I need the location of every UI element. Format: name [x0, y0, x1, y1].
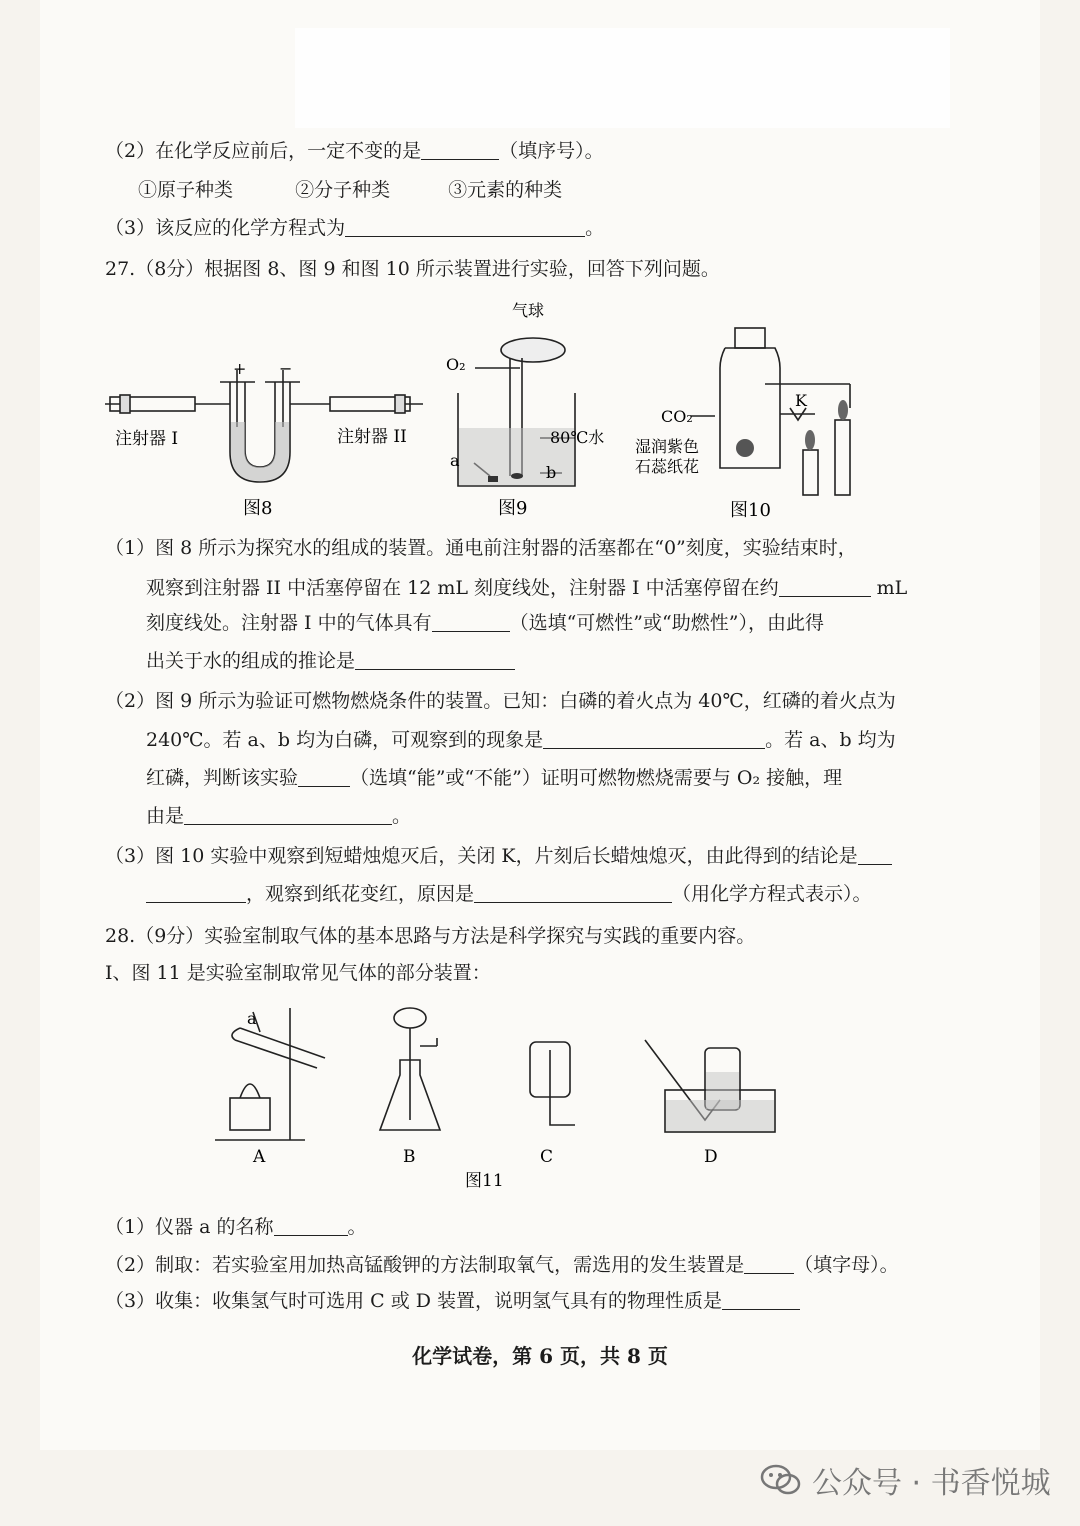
svg-text:湿润紫色: 湿润紫色 [635, 437, 700, 456]
q28-intro: Ⅰ、图 11 是实验室制取常见气体的部分装置： [105, 962, 491, 984]
q27-p2-line4: 由是 。 [146, 805, 412, 827]
q26-part2: （2）在化学反应前后，一定不变的是 （填序号）。 [105, 140, 604, 162]
answer-blank[interactable] [298, 766, 350, 787]
answer-blank[interactable] [543, 728, 765, 749]
q27-p1-line3: 刻度线处。注射器 I 中的气体具有 （选填“可燃性”或“助燃性”），由此得 [146, 612, 824, 634]
answer-blank[interactable] [779, 576, 871, 597]
svg-text:80℃水: 80℃水 [550, 428, 605, 447]
page-footer: 化学试卷，第 6 页，共 8 页 [412, 1344, 668, 1368]
svg-text:注射器 II: 注射器 II [337, 427, 407, 447]
svg-text:O₂: O₂ [446, 355, 466, 374]
short-candle [803, 450, 818, 495]
q28-title: 28.（9分）实验室制取气体的基本思路与方法是科学探究与实践的重要内容。 [105, 925, 756, 947]
q27-title: 27.（8分）根据图 8、图 9 和图 10 所示装置进行实验，回答下列问题。 [105, 258, 720, 280]
answer-blank[interactable] [274, 1215, 348, 1236]
svg-text:K: K [795, 391, 807, 410]
svg-text:图11: 图11 [465, 1171, 504, 1191]
funnel [394, 1008, 426, 1028]
answer-blank[interactable] [858, 844, 892, 865]
q27-p1-line4: 出关于水的组成的推论是 [146, 648, 515, 674]
svg-text:图8: 图8 [243, 498, 273, 519]
bottle-neck [735, 328, 765, 348]
svg-text:气球: 气球 [512, 301, 545, 320]
wechat-icon [760, 1463, 802, 1497]
answer-blank[interactable] [432, 611, 510, 632]
long-candle [835, 420, 850, 495]
watermark: 公众号 · 书香悦城 [760, 1458, 1051, 1502]
svg-text:b: b [546, 463, 557, 482]
q26-options: ①原子种类 ②分子种类 ③元素的种类 [138, 179, 563, 201]
q27-p3-line1: （3）图 10 实验中观察到短蜡烛熄灭后，关闭 K，片刻后长蜡烛熄灭，由此得到的结论是 [105, 843, 892, 869]
svg-text:D: D [704, 1147, 718, 1167]
q26-part3: （3）该反应的化学方程式为 。 [105, 217, 605, 239]
q28-p1: （1）仪器 a 的名称 。 [105, 1216, 367, 1238]
q27-p1-line1: （1）图 8 所示为探究水的组成的装置。通电前注射器的活塞都在“0”刻度，实验结束时， [105, 537, 857, 559]
q27-p2-line2: 240℃。若 a、b 均为白磷，可观察到的现象是 。若 a、b 均为 [146, 729, 896, 751]
q28-p3: （3）收集：收集氢气时可选用 C 或 D 装置，说明氢气具有的物理性质是 [105, 1288, 800, 1314]
svg-text:C: C [540, 1147, 554, 1167]
alcohol-lamp-base [230, 1098, 270, 1130]
test-tube [240, 1028, 325, 1058]
svg-text:A: A [253, 1147, 266, 1167]
svg-text:图9: 图9 [498, 498, 528, 519]
figure-8 [105, 359, 425, 522]
svg-text:注射器 I: 注射器 I [115, 429, 179, 449]
svg-text:CO₂: CO₂ [661, 407, 693, 426]
figure-9 [440, 298, 620, 522]
q28-p2: （2）制取：若实验室用加热高锰酸钾的方法制取氧气，需选用的发生装置是 （填字母）。 [105, 1254, 899, 1276]
svg-text:B: B [403, 1147, 416, 1167]
q27-p3-line2: ，观察到纸花变红，原因是 （用化学方程式表示）。 [146, 881, 872, 907]
svg-text:a: a [450, 451, 460, 470]
answer-blank[interactable] [744, 1253, 794, 1274]
answer-blank[interactable] [345, 216, 585, 237]
q27-p2-line3: 红磷，判断该实验 （选填“能”或“不能”）证明可燃物燃烧需要与 O₂ 接触，理 [146, 767, 843, 789]
answer-blank[interactable] [722, 1289, 800, 1310]
svg-text:石蕊纸花: 石蕊纸花 [635, 457, 700, 476]
litmus-flower [736, 439, 754, 457]
answer-blank[interactable] [355, 649, 515, 670]
answer-blank[interactable] [474, 882, 672, 903]
q27-p2-line1: （2）图 9 所示为验证可燃物燃烧条件的装置。已知：白磷的着火点为 40℃，红磷的着火点为 [105, 690, 896, 712]
answer-blank[interactable] [184, 804, 392, 825]
blank-area [295, 28, 950, 128]
svg-text:图10: 图10 [730, 500, 771, 521]
figure-11 [205, 1000, 785, 1195]
figure-10 [635, 318, 865, 523]
svg-text:a: a [247, 1009, 257, 1028]
q27-p1-line2: 观察到注射器 II 中活塞停留在 12 mL 刻度线处，注射器 I 中活塞停留在约 mL [146, 577, 908, 599]
answer-blank[interactable] [146, 882, 246, 903]
svg-text:+: + [233, 359, 247, 378]
svg-text:−: − [279, 359, 293, 378]
answer-blank[interactable] [421, 139, 499, 160]
